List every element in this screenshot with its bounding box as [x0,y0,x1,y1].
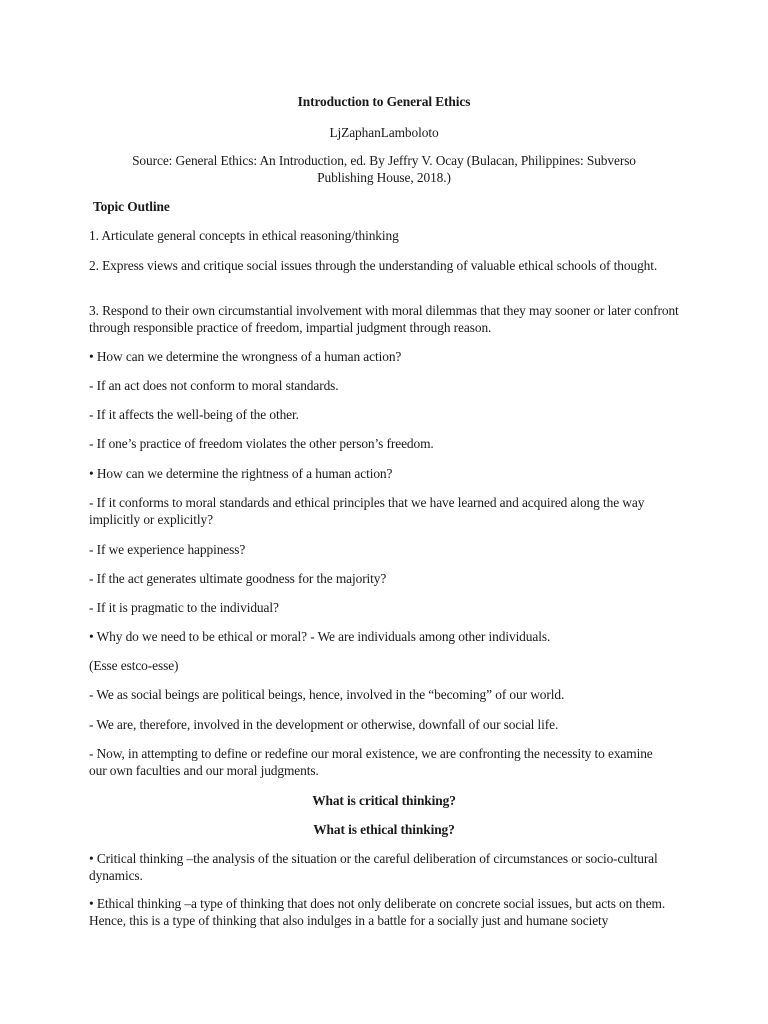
outline-item-3: 3. Respond to their own circumstantial involvement with moral dilemmas that they may sooner or later confront through responsible practice of freedom, impartial judgment through reason. [89,303,679,335]
critical-thinking-definition: • Critical thinking –the analysis of the situation or the careful deliberation of circumstances or socio-cultural dynamics. [89,851,658,883]
ethical-thinking-heading: What is ethical thinking? [313,822,455,837]
outline-item-2: 2. Express views and critique social issues through the understanding of valuable ethical schools of thought. [89,258,658,273]
source-line-2: Publishing House, 2018.) [317,170,451,185]
esse-note: (Esse estco-esse) [89,658,179,673]
ethical-thinking-definition: • Ethical thinking –a type of thinking that does not only deliberate on concrete social issues, but acts on them. Hence, this is a type of thinking that also indulges in a battle for a socially just and humane society [89,896,666,928]
rightness-answer-4: - If it is pragmatic to the individual? [89,600,279,615]
document-title: Introduction to General Ethics [297,94,471,109]
author-name: LjZaphanLamboloto [329,125,439,140]
rightness-answer-3: - If the act generates ultimate goodness for the majority? [89,571,387,586]
wrongness-question: • How can we determine the wrongness of a human action? [89,349,402,364]
source-line-1: Source: General Ethics: An Introduction, ed. By Jeffry V. Ocay (Bulacan, Philippines: Subverso [132,153,636,168]
rightness-question: • How can we determine the rightness of a human action? [89,466,393,481]
why-answer-2: - We are, therefore, involved in the development or otherwise, downfall of our social life. [89,717,559,732]
rightness-answer-1: - If it conforms to moral standards and ethical principles that we have learned and acquired along the way implicitly or explicitly? [89,495,645,527]
wrongness-answer-3: - If one’s practice of freedom violates the other person’s freedom. [89,436,434,451]
outline-item-1: 1. Articulate general concepts in ethical reasoning/thinking [89,228,399,243]
topic-outline-heading: Topic Outline [93,199,170,214]
why-ethical-question: • Why do we need to be ethical or moral? - We are individuals among other individuals. [89,629,551,644]
why-answer-3: - Now, in attempting to define or redefine our moral existence, we are confronting the necessity to examine our own faculties and our moral judgments. [89,746,653,778]
wrongness-answer-1: - If an act does not conform to moral standards. [89,378,339,393]
why-answer-1: - We as social beings are political beings, hence, involved in the “becoming” of our world. [89,687,565,702]
rightness-answer-2: - If we experience happiness? [89,542,246,557]
wrongness-answer-2: - If it affects the well-being of the other. [89,407,299,422]
critical-thinking-heading: What is critical thinking? [312,793,456,808]
